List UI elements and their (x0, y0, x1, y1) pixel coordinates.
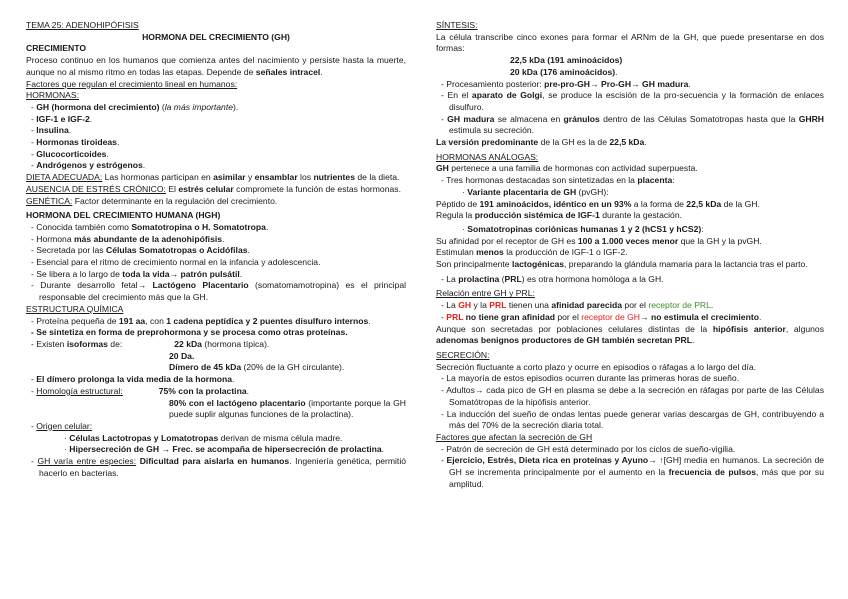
origen-item: · Hipersecreción de GH → Frec. se acompaña de hipersecreción de prolactina. (64, 444, 384, 455)
text: Insulina (36, 125, 69, 136)
text: se almacena en (494, 113, 564, 124)
text: : (672, 175, 675, 186)
analogas-heading: HORMONAS ANÁLOGAS: (436, 151, 539, 162)
text: , preparando la glándula mamaria para la lactancia tras el parto. (564, 259, 808, 270)
estructura-item: - Homología estructural: 75% con la prolactina. (31, 385, 249, 396)
text: . (320, 66, 323, 77)
text: Procesamiento posterior: (446, 78, 545, 89)
text: y la (471, 300, 490, 311)
estres-paragraph (26, 184, 406, 196)
text: receptor de PRL (648, 300, 711, 311)
text: 191 aminoácidos, idéntico en un 93% (479, 198, 632, 209)
text: tienen una (506, 300, 552, 311)
text: El (165, 183, 179, 194)
text: . (232, 374, 235, 385)
estructura-heading: ESTRUCTURA QUÍMICA (26, 303, 124, 314)
text: . (644, 137, 647, 148)
text: ) es otra hormona homóloga a la GH. (521, 273, 664, 284)
text: PRL (489, 300, 507, 311)
text: . (688, 78, 691, 89)
text: más abundante de la adenohipófisis (73, 233, 223, 244)
text: no tiene gran afinidad (463, 311, 555, 322)
text: . (247, 245, 250, 256)
text: Variante placentaria de GH (467, 186, 577, 197)
text: estrés celular (178, 183, 234, 194)
text: . (381, 444, 384, 455)
text: a la forma de (631, 198, 687, 209)
text: . (239, 268, 243, 279)
text: Tres hormonas destacadas son sintetizadas en la (446, 175, 638, 186)
text: que la GH y la pvGH. (678, 235, 762, 246)
estructura-item: - Existen isoformas de: 22 kDa (hormona típica). (31, 338, 270, 349)
text: GH (436, 163, 449, 174)
secrecion-item: - La mayoría de estos episodios ocurren durante las primeras horas de sueño. (441, 373, 740, 384)
text: placenta (637, 175, 673, 186)
text: , más que por su amplitud. (449, 467, 824, 489)
secrecion-item: - Adultos→ cada pico de GH en plasma se debe a la secreción en ráfagas por parte de las Células Somatótropas de la hipófisis anterior. (441, 385, 824, 407)
text: La (446, 273, 459, 284)
analogas-subitem: · Somatotropinas coriónicas humanas 1 y 2 (hCS1 y hCS2): (462, 223, 704, 234)
analogas-paragraph (436, 199, 824, 211)
hormona-item: - Glucocorticoides. (31, 148, 109, 159)
text: . (710, 300, 714, 311)
text: Su afinidad por el receptor de GH es (436, 235, 578, 246)
text: Proteína pequeña de (36, 315, 119, 326)
text: La inducción del sueño de ondas lentas puede generar varias descargas de GH, contribuyendo a más del 70% de la secreción diaria total. (446, 408, 824, 431)
text: (importante porque la GH puede suplir algunas funciones de la prolactina). (169, 397, 406, 420)
text: Conocida también como (36, 221, 132, 232)
dieta-paragraph (26, 172, 406, 184)
text: los (297, 172, 314, 183)
text: , algunos (785, 323, 824, 334)
estructura-item: - Se sintetiza en forma de preprohormona y se procesa como otras proteínas. (31, 327, 348, 338)
analogas-paragraph (436, 163, 824, 175)
text: Ejercicio, Estrés, Dieta rica en proteínas y Ayuno (446, 455, 649, 466)
text: . (265, 221, 269, 232)
left-column (26, 20, 406, 479)
text: En el (447, 90, 472, 101)
sintesis-item: - En el aparato de Golgi, se produce la escisión de la pro-secuencia y la formación de enlaces disulfuro. (441, 90, 824, 112)
text: afinidad parecida (551, 300, 623, 311)
text: Adultos→ cada pico de GH en plasma se debe a la secreción en ráfagas por parte de las Células Somatótropas de la hipófisis anterior. (446, 385, 824, 407)
text: hipófisis anterior (712, 323, 786, 334)
text: Hormonas tiroideas (36, 137, 117, 148)
text: Aunque son secretadas por poblaciones celulares distintas de la (436, 323, 713, 334)
hgh-item: - Durante desarrollo fetal→ Lactógeno Placentario (somatomamotropina) es el principal responsable del crecimiento más que la GH. (31, 280, 407, 303)
relacion-item: - La GH y la PRL tienen una afinidad parecida por el receptor de PRL. (441, 300, 714, 311)
text: Células Lactotropas y Lomatotropas (69, 432, 219, 443)
text: gránulos (563, 113, 600, 124)
text: frecuencia de pulsos (668, 467, 757, 478)
text: Patrón de secreción de GH está determinado por los ciclos de sueño-vigilia. (446, 443, 736, 454)
text: estimula su secreción. (449, 125, 535, 136)
text: 22,5 kDa (609, 137, 645, 148)
sintesis-item: - GH madura se almacena en gránulos dentro de las Células Somatotropas hasta que la GHRH estimula su secreción. (441, 113, 825, 136)
text: 80% con el lactógeno placentario (169, 397, 306, 408)
hormona-item: - Andrógenos y estrógenos. (31, 160, 146, 171)
sintesis-heading: SÍNTESIS: (436, 20, 478, 30)
text: Glucocorticoides (36, 148, 107, 159)
hgh-item: - Secretada por las Células Somatotropas o Acidófilas. (31, 245, 250, 256)
factores-item: - Ejercicio, Estrés, Dieta rica en proteínas y Ayuno→ ↑[GH] media en humanos. La secreción de GH se incrementa principalmente por el aumento en la frecuencia de pulsos, más que por su amplitud. (441, 455, 824, 489)
text: Homología estructural: (36, 385, 123, 396)
text: de: (107, 338, 123, 349)
text: La versión predominante (436, 137, 539, 148)
text: y (245, 172, 255, 183)
isoform-item (26, 362, 406, 374)
text: Estimulan (436, 247, 477, 258)
text: 22,5 kDa (686, 198, 722, 209)
text: , se produce la escisión de la pro-secuencia y la formación de enlaces disulfuro. (449, 90, 824, 112)
text: . (222, 233, 225, 244)
text: durante la gestación. (599, 210, 683, 221)
text: prolactina (458, 273, 500, 284)
analogas-paragraph (436, 210, 824, 222)
text: Origen celular: (36, 420, 93, 431)
text: derivan de misma célula madre. (218, 432, 343, 443)
text: toda la vida (122, 268, 170, 279)
crecimiento-text (26, 55, 406, 78)
estructura-item: - GH varía entre especies: Dificultad para aislarla en humanos. Ingeniería genética, permitió hacerlo en bacterias. (31, 456, 407, 478)
text: compromete la función de estas hormonas. (233, 183, 401, 194)
hormona-item: - GH (hormona del crecimiento) (la más importante). (31, 101, 239, 112)
factores-heading: Factores que regulan el crecimiento lineal en humanos: (26, 78, 238, 89)
analogas-paragraph (436, 247, 824, 259)
text: ensamblar (254, 172, 298, 183)
text: Secretada por las (36, 245, 106, 256)
text: aparato de Golgi (471, 90, 543, 101)
text: Dímero de 45 kDa (169, 362, 242, 373)
text: de la GH es la de (538, 137, 610, 148)
text: GH madura (447, 113, 495, 124)
analogas-item: - La prolactina (PRL) es otra hormona homóloga a la GH. (441, 273, 664, 284)
factores-secrecion-heading: Factores que afectan la secreción de GH (436, 431, 593, 442)
text: La (446, 300, 459, 311)
text: Péptido de (436, 198, 480, 209)
hormona-item: - Insulina. (31, 125, 72, 136)
hormona-item: - IGF-1 e IGF-2. (31, 113, 93, 124)
text: Proceso continuo en los humanos que comienza antes del nacimiento y persiste hasta la muerte, aunque no al mismo ritmo en todas las etapas. Depende de (26, 55, 406, 77)
sintesis-paragraph: La célula transcribe cinco exones para formar el ARNm de la GH, que puede presentarse en dos formas: (436, 31, 824, 54)
text: pertenece a una familia de hormonas con actividad superpuesta. (448, 163, 698, 174)
text: Hipersecreción de GH → Frec. se acompaña de hipersecreción de prolactina (69, 444, 382, 455)
text: . (691, 335, 695, 346)
text: Células Somatotropas o Acidófilas (106, 245, 248, 256)
text: 100 a 1.000 veces menor (577, 235, 679, 246)
forma-item: 22,5 kDa (191 aminoácidos) (510, 55, 623, 66)
text: . (142, 160, 146, 171)
forma-item (436, 67, 824, 79)
text: producción sistémica de IGF-1 (474, 210, 600, 221)
text: por el (554, 311, 582, 322)
text: → ↑[GH] media en humanos. La secreción de GH se incrementa principalmente por el aumento en la (449, 455, 824, 478)
text: la producción de IGF-1 o IGF-2. (503, 247, 628, 258)
text: . (368, 315, 371, 326)
text: Somatotropina o H. Somatotropa (131, 221, 266, 232)
hgh-item: - Se libera a lo largo de toda la vida→ patrón pulsátil. (31, 268, 243, 279)
text: 191 aa (118, 315, 146, 326)
text: adenomas benignos productores de GH también secretan PRL (436, 335, 692, 346)
relacion-item: - PRL no tiene gran afinidad por el receptor de GH→ no estimula el crecimiento. (441, 311, 762, 322)
sintesis-paragraph (436, 137, 824, 149)
hgh-item: - Hormona más abundante de la adenohipófisis. (31, 233, 225, 244)
text: → patrón pulsátil (169, 268, 240, 279)
text: Existen (36, 338, 67, 349)
text: 22 kDa (174, 338, 202, 349)
text: por el (622, 300, 649, 311)
text: nutrientes (313, 172, 355, 183)
genetica-paragraph (26, 196, 406, 208)
text: La mayoría de estos episodios ocurren durante las primeras horas de sueño. (446, 373, 740, 384)
text: de la dieta. (354, 172, 400, 183)
text: Andrógenos y estrógenos (36, 160, 143, 171)
text: Se libera a lo largo de (36, 268, 123, 279)
origen-item: · Células Lactotropas y Lomatotropas derivan de misma célula madre. (64, 432, 343, 443)
text: DIETA ADECUADA: (26, 172, 103, 183)
text: . (68, 125, 72, 136)
text: lactogénicas (511, 259, 565, 270)
secrecion-paragraph: Secreción fluctuante a corto plazo y ocurre en episodios o ráfagas a lo largo del día. (436, 361, 757, 372)
text: Somatotropinas coriónicas humanas 1 y 2 (hCS1 y hCS2) (467, 223, 702, 234)
text: pre-pro-GH→ Pro-GH→ GH madura (544, 78, 689, 89)
text: . (89, 113, 93, 124)
text: . (106, 148, 109, 159)
text: 1 cadena peptídica y 2 puentes disulfuro internos (166, 315, 369, 326)
text: Durante desarrollo fetal (40, 280, 138, 291)
hormona-item: - Hormonas tiroideas. (31, 137, 120, 148)
text: Se sintetiza en forma de preprohormona y se procesa como otras proteínas. (36, 327, 348, 338)
text: , con (145, 315, 167, 326)
factores-item: - Patrón de secreción de GH está determinado por los ciclos de sueño-vigilia. (441, 443, 736, 454)
text: Las hormonas participan en (102, 172, 214, 183)
analogas-item: - Tres hormonas destacadas son sintetizadas en la placenta: (441, 175, 675, 186)
hgh-heading: HORMONA DEL CRECIMIENTO HUMANA (HGH) (26, 210, 221, 221)
text: 20 kDa (176 aminoácidos) (510, 66, 616, 77)
text: Factor determinante en la regulación del crecimiento. (72, 195, 278, 206)
text: dentro de las Células Somatotropas hasta que la (599, 113, 799, 124)
text: (somatomamotropina) es el principal responsable del crecimiento más que la GH. (39, 280, 407, 303)
relacion-heading: Relación entre GH y PRL: (436, 288, 535, 299)
text: receptor de GH (581, 311, 641, 322)
hgh-item: - Conocida también como Somatotropina o H. Somatotropa. (31, 221, 269, 232)
text: Esencial para el ritmo de crecimiento normal en la infancia y adolescencia. (36, 257, 321, 268)
text: → Lactógeno Placentario (137, 280, 249, 291)
text: PRL (504, 273, 522, 284)
text: ( (499, 273, 505, 284)
relacion-paragraph (436, 324, 824, 347)
text: . Ingeniería genética, permitió hacerlo en bacterias. (39, 456, 407, 478)
text: isoformas (66, 338, 108, 349)
main-heading: HORMONA DEL CRECIMIENTO (GH) (142, 31, 290, 42)
text: Dificultad para aislarla en humanos (136, 456, 290, 467)
text: Son principalmente (436, 259, 512, 270)
text: → no estimula el crecimiento (640, 311, 759, 322)
analogas-paragraph (436, 236, 824, 248)
text: (20% de la GH circulante). (241, 362, 345, 373)
text: la más importante (164, 101, 234, 112)
text: Regula la (436, 210, 475, 221)
text: menos (476, 247, 504, 258)
text: asimilar (213, 172, 246, 183)
text: AUSENCIA DE ESTRÉS CRÓNICO: (26, 183, 166, 194)
text: GH varía entre especies: (37, 456, 137, 467)
text: IGF-1 e IGF-2 (36, 113, 90, 124)
secrecion-heading: SECRECIÓN: (436, 349, 490, 360)
text: (hormona típica). (201, 338, 270, 349)
analogas-subitem: · Variante placentaria de GH (pvGH): (462, 186, 609, 197)
text: . (758, 311, 762, 322)
isoform-item: 20 Da. (169, 350, 195, 361)
text: GH (hormona del crecimiento) (36, 101, 160, 112)
text: señales intracel (255, 66, 321, 77)
text: . (615, 66, 618, 77)
analogas-paragraph (436, 259, 824, 271)
text: . (116, 137, 120, 148)
text: (pvGH): (576, 186, 609, 197)
estructura-item: - El dímero prolonga la vida media de la hormona. (31, 374, 235, 385)
page-title: TEMA 25: ADENOHIPÓFISIS (26, 20, 139, 30)
text: Hormona (36, 233, 74, 244)
hgh-item: - Esencial para el ritmo de crecimiento normal en la infancia y adolescencia. (31, 257, 321, 268)
text: ). (233, 101, 239, 112)
estructura-item: - Origen celular: (31, 420, 93, 431)
text: de la GH. (721, 198, 760, 209)
text: GHRH (798, 113, 825, 124)
text: . (246, 385, 249, 396)
text: PRL (446, 311, 464, 322)
text: GH (458, 300, 472, 311)
text: 75% con la prolactina (158, 385, 247, 396)
hormonas-heading: HORMONAS: (26, 90, 79, 101)
crecimiento-heading: CRECIMIENTO (26, 43, 87, 54)
sintesis-item: - Procesamiento posterior: pre-pro-GH→ Pro-GH→ GH madura. (441, 78, 691, 89)
text: El dímero prolonga la vida media de la hormona (36, 374, 233, 385)
estructura-item: - Proteína pequeña de 191 aa, con 1 cadena peptídica y 2 puentes disulfuro internos. (31, 315, 371, 326)
text: : (701, 223, 704, 234)
text: GENÉTICA: (26, 195, 73, 206)
text: ( (159, 101, 165, 112)
right-column (436, 20, 824, 490)
homologia-item (26, 398, 406, 421)
secrecion-item: - La inducción del sueño de ondas lentas puede generar varias descargas de GH, contribuyendo a más del 70% de la secreción diaria total. (441, 408, 824, 431)
